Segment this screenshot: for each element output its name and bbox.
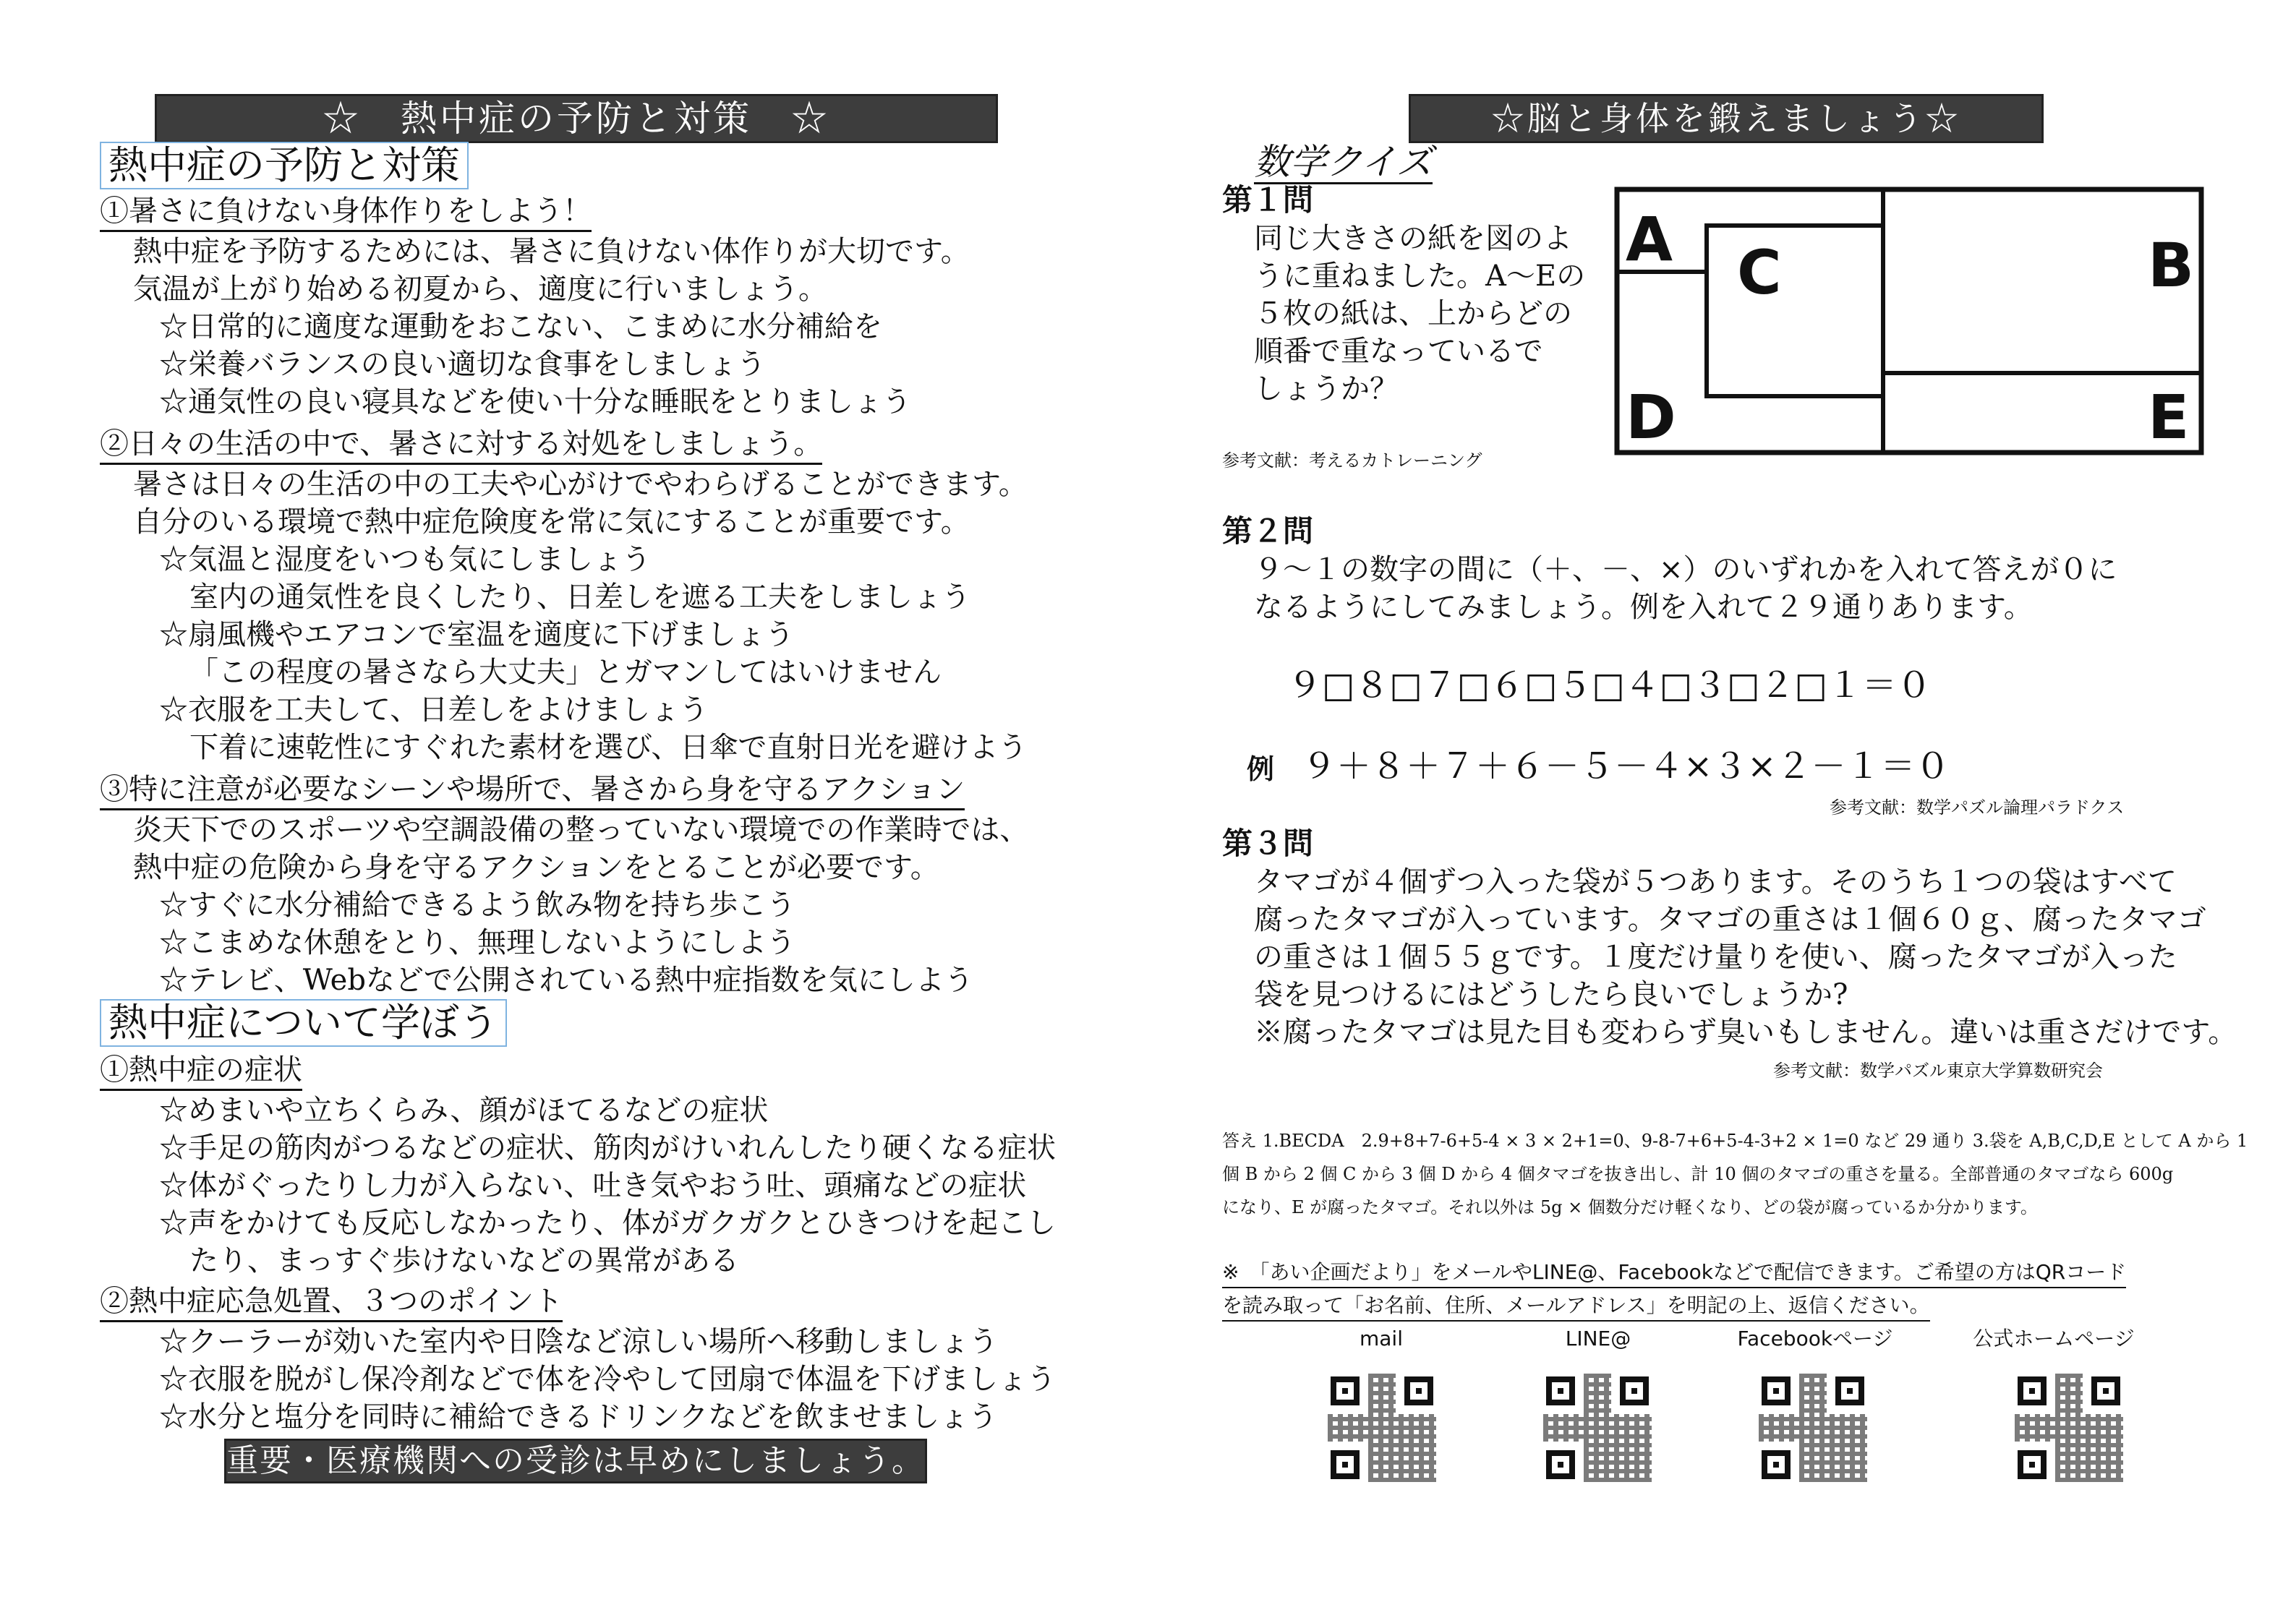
q3-line: タマゴが４個ずつ入った袋が５つあります。そのうち１つの袋はすべて: [1254, 865, 2177, 899]
q3-line: 腐ったタマゴが入っています。タマゴの重さは１個６０ｇ、腐ったタマゴ: [1254, 903, 2206, 936]
qr-label-facebook: Facebookページ: [1737, 1327, 1893, 1350]
q2-line: なるようにしてみましょう。例を入れて２９通りあります。: [1254, 591, 2033, 624]
q2-line: ９～１の数字の間に（＋、－、×）のいずれかを入れて答えが０に: [1254, 553, 2117, 586]
symptoms-line: たり、まっすぐ歩けないなどの異常がある: [189, 1244, 739, 1277]
medical-notice-banner: 重要・医療機関への受診は早めにしましょう。: [224, 1439, 927, 1483]
q1-line: 同じ大きさの紙を図のよ: [1254, 222, 1572, 255]
right-banner: ☆脳と身体を鍛えましょう☆: [1409, 94, 2044, 143]
q3-reference: 参考文献：数学パズル東京大学算数研究会: [1773, 1061, 2103, 1081]
paper-c: [1707, 226, 1883, 396]
newsletter-notice-line: を読み取って「お名前、住所、メールアドレス」を明記の上、返信ください。: [1222, 1291, 1930, 1322]
q1-line: ５枚の紙は、上からどの: [1254, 297, 1572, 330]
prevention-item3-line: ☆こまめな休憩をとり、無理しないようにしよう: [159, 926, 795, 959]
newsletter-notice-line: ※ 「あい企画だより」をメールやLINE@、Facebookなどで配信できます。ご希望の方はQRコード: [1222, 1258, 2126, 1288]
prevention-item2-line: 室内の通気性を良くしたり、日差しを遮る工夫をしましょう: [189, 581, 970, 614]
answers-line: 個 B から 2 個 C から 3 個 D から 4 個タマゴを抜き出し、計 10 個のタマゴの重さを量る。全部普通のタマゴなら 600g: [1222, 1164, 2174, 1184]
section-heading-learn: 熱中症について学ぼう: [100, 999, 507, 1047]
quiz-title: 数学クイズ: [1254, 141, 1433, 183]
prevention-item3-title: ③特に注意が必要なシーンや場所で、暑さから身を守るアクション: [100, 771, 965, 810]
qr-label-homepage: 公式ホームページ: [1973, 1327, 2135, 1350]
prevention-item3-line: 炎天下でのスポーツや空調設備の整っていない環境での作業時では、: [133, 813, 1029, 847]
prevention-item1-line: ☆通気性の良い寝具などを使い十分な睡眠をとりましょう: [159, 385, 911, 419]
prevention-item2-line: 「この程度の暑さなら大丈夫」とガマンしてはいけません: [189, 656, 942, 689]
prevention-item1-title: ①暑さに負けない身体作りをしよう！: [100, 192, 592, 232]
prevention-item2-line: ☆衣服を工夫して、日差しをよけましょう: [159, 693, 709, 727]
q1-line: 順番で重なっているで: [1254, 335, 1543, 368]
paper-letter-e: E: [2148, 382, 2190, 453]
prevention-item1-line: ☆栄養バランスの良い適切な食事をしましょう: [159, 348, 766, 381]
q3-label: 第３問: [1222, 826, 1314, 861]
qr-code-mail[interactable]: [1328, 1374, 1436, 1482]
answers-line: 答え 1.BECDA 2.9+8+7-6+5-4 × 3 × 2+1=0、9-8-7+6+5-4-3+2 × 1=0 など 29 通り 3.袋を A,B,C,D,E として A から 1: [1222, 1131, 2248, 1151]
first-aid-line: ☆クーラーが効いた室内や日陰など涼しい場所へ移動しましょう: [159, 1325, 998, 1358]
symptoms-line: ☆体がぐったりし力が入らない、吐き気やおう吐、頭痛などの症状: [159, 1169, 1027, 1202]
symptoms-title: ①熱中症の症状: [100, 1051, 302, 1091]
q2-example: ９＋８＋７＋６－５－４×３×２－１＝０: [1302, 746, 1950, 787]
q3-line: ※腐ったタマゴは見た目も変わらず臭いもしません。違いは重さだけです。: [1254, 1016, 2237, 1049]
symptoms-line: ☆めまいや立ちくらみ、顔がほてるなどの症状: [159, 1094, 769, 1127]
q1-line: うに重ねました。A～Eの: [1254, 260, 1586, 293]
prevention-item2-line: ☆扇風機やエアコンで室温を適度に下げましょう: [159, 618, 794, 651]
left-banner: ☆ 熱中症の予防と対策 ☆: [155, 94, 998, 143]
first-aid-line: ☆水分と塩分を同時に補給できるドリンクなどを飲ませましょう: [159, 1400, 998, 1434]
q1-reference: 参考文献：考えるカトレーニング: [1222, 450, 1482, 471]
prevention-item2-line: 自分のいる環境で熱中症危険度を常に気にすることが重要です。: [133, 505, 970, 539]
prevention-item2-line: 暑さは日々の生活の中の工夫や心がけでやわらげることができます。: [133, 468, 1028, 501]
q1-line: しょうか？: [1254, 372, 1399, 406]
prevention-item3-line: ☆テレビ、Webなどで公開されている熱中症指数を気にしよう: [159, 964, 973, 997]
prevention-item3-line: ☆すぐに水分補給できるよう飲み物を持ち歩こう: [159, 888, 795, 922]
paper-letter-c: C: [1737, 237, 1782, 308]
q1-label: 第１問: [1222, 182, 1314, 218]
section-heading-prevention: 熱中症の予防と対策: [100, 142, 469, 189]
qr-code-line[interactable]: [1543, 1374, 1652, 1482]
prevention-item2-title: ②日々の生活の中で、暑さに対する対処をしましょう。: [100, 425, 822, 465]
q2-equation: ９□８□７□６□５□４□３□２□１＝０: [1287, 665, 1932, 706]
symptoms-line: ☆声をかけても反応しなかったり、体がガクガクとひきつけを起こし: [159, 1207, 1056, 1240]
q2-example-label: 例: [1247, 753, 1275, 785]
first-aid-line: ☆衣服を脱がし保冷剤などで体を冷やして団扇で体温を下げましょう: [159, 1363, 1056, 1396]
q3-line: 袋を見つけるにはどうしたら良いでしょうか?: [1254, 978, 1848, 1011]
q2-label: 第２問: [1222, 513, 1314, 549]
qr-label-line: LINE@: [1565, 1327, 1631, 1350]
symptoms-line: ☆手足の筋肉がつるなどの症状、筋肉がけいれんしたり硬くなる症状: [159, 1131, 1056, 1165]
overlapping-papers-diagram: [1613, 185, 2206, 457]
prevention-item1-line: ☆日常的に適度な運動をおこない、こまめに水分補給を: [159, 310, 882, 343]
prevention-item1-line: 気温が上がり始める初夏から、適度に行いましょう。: [133, 273, 827, 306]
prevention-item3-line: 熱中症の危険から身を守るアクションをとることが必要です。: [133, 851, 939, 884]
prevention-item2-line: 下着に速乾性にすぐれた素材を選び、日傘で直射日光を避けよう: [189, 731, 1028, 764]
prevention-item1-line: 熱中症を予防するためには、暑さに負けない体作りが大切です。: [133, 235, 970, 268]
q3-line: の重さは１個５５ｇです。１度だけ量りを使い、腐ったタマゴが入った: [1254, 941, 2177, 974]
qr-code-homepage[interactable]: [2015, 1374, 2123, 1482]
qr-label-mail: mail: [1360, 1327, 1403, 1350]
first-aid-title: ②熱中症応急処置、３つのポイント: [100, 1282, 563, 1322]
q2-reference: 参考文献：数学パズル論理パラドクス: [1830, 797, 2125, 818]
prevention-item2-line: ☆気温と湿度をいつも気にしましょう: [159, 543, 651, 576]
paper-letter-a: A: [1626, 204, 1673, 275]
paper-letter-b: B: [2148, 230, 2195, 301]
paper-letter-d: D: [1626, 382, 1676, 453]
answers-line: になり、E が腐ったタマゴ。それ以外は 5g × 個数分だけ軽くなり、どの袋が腐っているか分かります。: [1222, 1197, 2038, 1217]
qr-code-facebook[interactable]: [1759, 1374, 1867, 1482]
